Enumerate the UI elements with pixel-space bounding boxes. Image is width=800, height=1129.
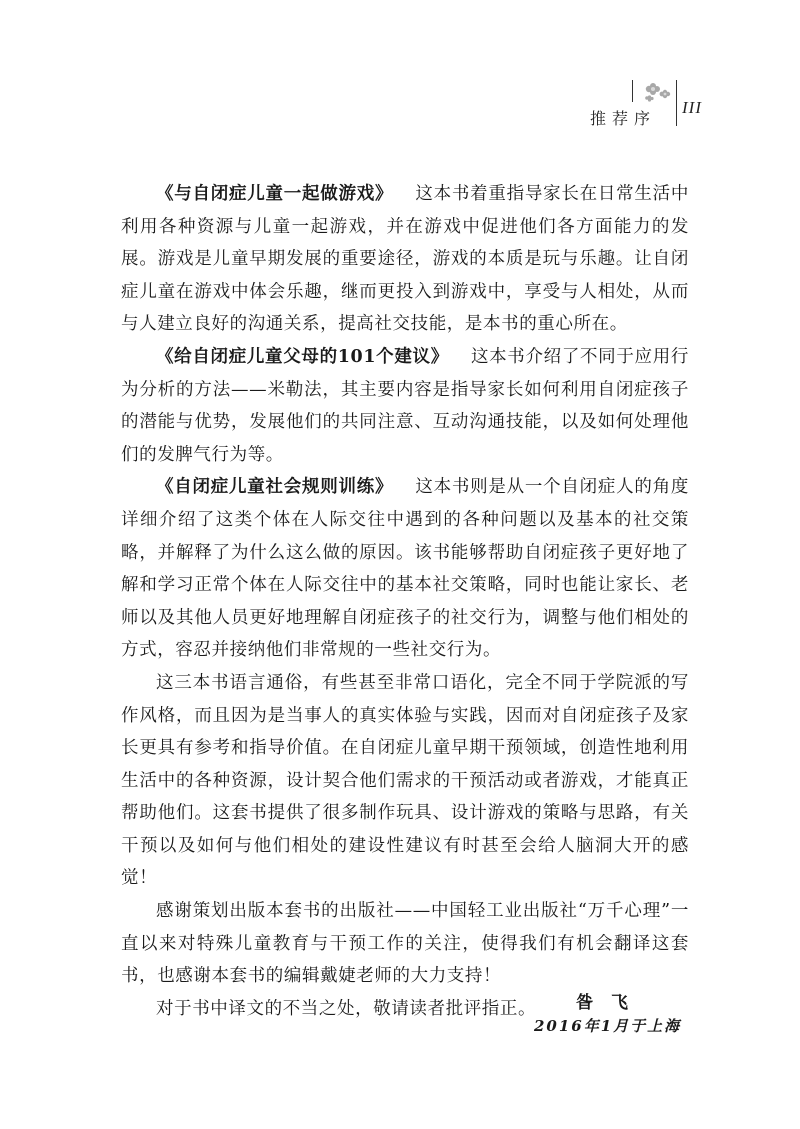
paragraph-text-3: 这本书则是从一个自闭症人的角度详细介绍了这类个体在人际交往中遇到的各种问题以及基本的社交策略，并解释了为什么这么做的原因。该书能够帮助自闭症孩子更好地了解和学习正常个体在人际交往中的基本社交策略，同时也能让家长、老师以及其他人员更好地理解自闭症孩子的社交行为，调整与他们相处的方式，容忍并接纳他们非常规的一些社交行为。	[121, 477, 689, 661]
paragraph-1	[121, 178, 689, 341]
section-title: 推荐序	[590, 109, 657, 128]
book-title-1: 《与自闭症儿童一起做游戏》	[156, 184, 394, 204]
book-title-3: 《自闭症儿童社会规则训练》	[156, 477, 394, 498]
paragraph-2	[121, 341, 689, 471]
paragraph-4	[121, 667, 689, 895]
paragraph-3	[121, 471, 689, 667]
signature-name: 昝飞	[576, 993, 646, 1013]
flower-icon	[640, 80, 672, 104]
header-divider-left	[632, 80, 633, 102]
body-text	[121, 178, 689, 1025]
book-title-2: 《给自闭症儿童父母的101个建议》	[156, 346, 449, 367]
running-header	[580, 78, 730, 134]
paragraph-text-4: 这三本书语言通俗，有些甚至非常口语化，完全不同于学院派的写作风格，而且因为是当事人的真实体验与实践，因而对自闭症孩子及家长更具有参考和指导价值。在自闭症儿童早期干预领域，创造性地利用生活中的各种资源，设计契合他们需求的干预活动或者游戏，才能真正帮助他们。这套书提供了很多制作玩具、设计游戏的策略与思路，有关干预以及如何与他们相处的建设性建议有时甚至会给人脑洞大开的感觉！	[121, 672, 689, 889]
paragraph-5	[121, 895, 689, 993]
header-divider-right	[676, 80, 677, 126]
paragraph-text-6: 对于书中译文的不当之处，敬请读者批评指正。	[156, 998, 537, 1019]
paragraph-text-2: 这本书介绍了不同于应用行为分析的方法——米勒法，其主要内容是指导家长如何利用自闭症孩子的潜能与优势，发展他们的共同注意、互动沟通技能，以及如何处理他们的发脾气行为等。	[121, 346, 689, 465]
page-number: III	[682, 98, 702, 117]
paragraph-text-1: 这本书着重指导家长在日常生活中利用各种资源与儿童一起游戏，并在游戏中促进他们各方面能力的发展。游戏是儿童早期发展的重要途径，游戏的本质是玩与乐趣。让自闭症儿童在游戏中体会乐趣，继而更投入到游戏中，享受与人相处，从而与人建立良好的沟通关系，提高社交技能，是本书的重心所在。	[121, 184, 689, 335]
signature-date: 2016年1月于上海	[534, 1017, 682, 1035]
paragraph-text-5: 感谢策划出版本套书的出版社——中国轻工业出版社“万千心理”一直以来对特殊儿童教育与干预工作的关注，使得我们有机会翻译这套书，也感谢本套书的编辑戴婕老师的大力支持！	[121, 901, 689, 987]
